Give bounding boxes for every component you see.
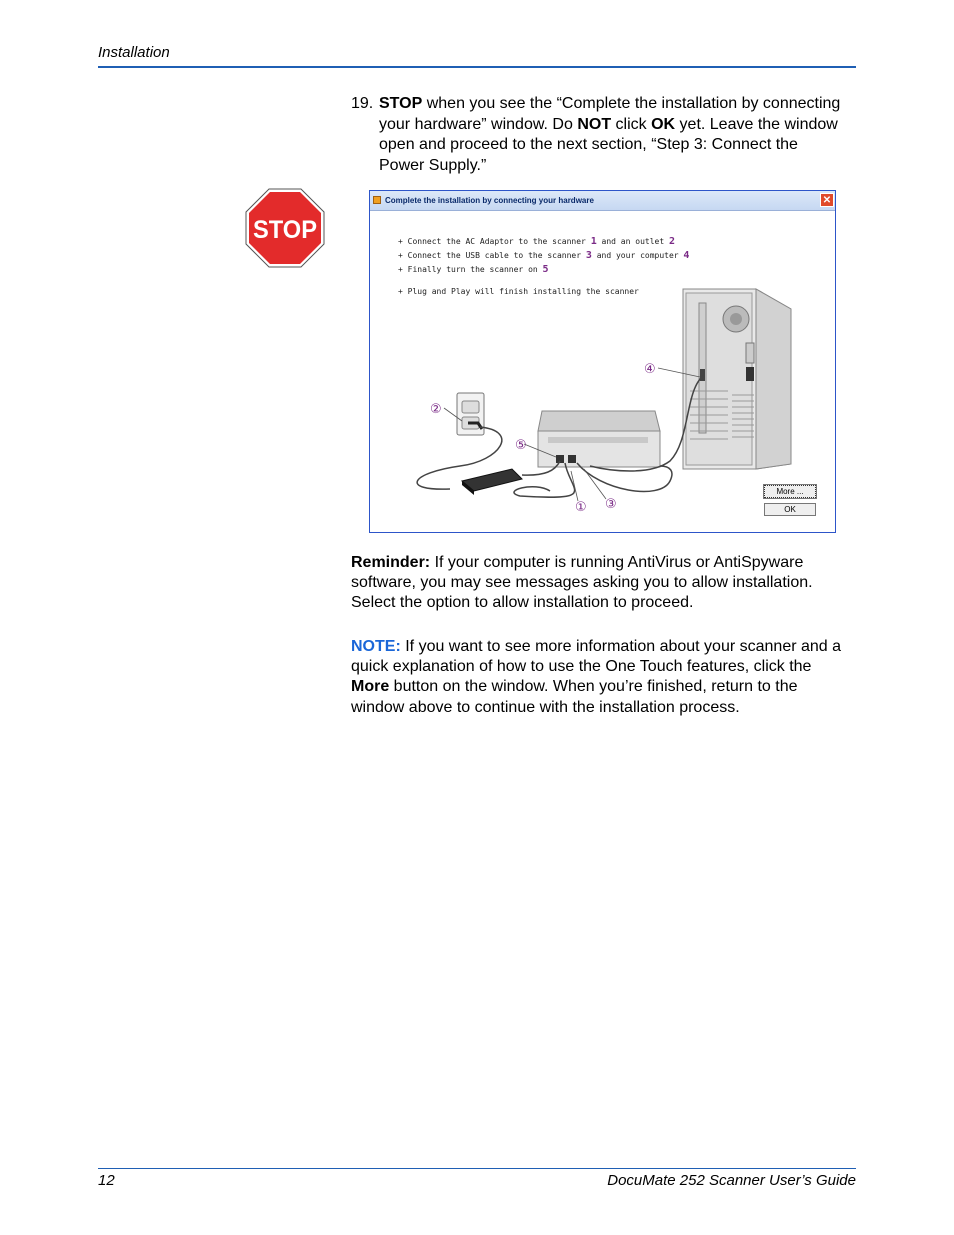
guide-title: DocuMate 252 Scanner User’s Guide <box>607 1172 856 1189</box>
step-text-1: when you see the “Complete the installation by connecting your hardware” window. Do <box>379 95 841 133</box>
bullet-3: + <box>398 265 403 274</box>
step-text <box>379 94 841 176</box>
ok-word: OK <box>651 115 676 133</box>
item-1-text: Connect the AC Adaptor to the scanner <box>407 237 591 246</box>
bullet-4: + <box>398 287 403 296</box>
list-item <box>398 285 689 299</box>
item-1-n2: 2 <box>668 236 675 247</box>
note-text-1: If you want to see more information about your scanner and a quick explanation of how to use the One Touch features, click the <box>351 638 842 676</box>
wall-outlet-icon <box>457 393 484 435</box>
stop-word: STOP <box>379 95 423 112</box>
item-3-text: Finally turn the scanner on <box>407 265 543 274</box>
item-4-text: Plug and Play will finish installing the scanner <box>407 287 639 296</box>
callout-2: ② <box>430 402 442 417</box>
reminder-text: If your computer is running AntiVirus or AntiSpyware software, you may see messages asking you to allow installation. Select the option to allow installation to proceed. <box>351 554 813 612</box>
note-paragraph <box>351 637 851 718</box>
running-header: Installation <box>98 44 170 61</box>
ok-button[interactable]: OK <box>764 503 816 516</box>
callout-5: ⑤ <box>515 438 527 453</box>
reminder-paragraph <box>351 553 851 614</box>
reminder-label: Reminder: <box>351 554 431 571</box>
list-item <box>398 235 689 249</box>
item-2-mid: and your computer <box>591 251 684 260</box>
note-text-2: button on the window. When you’re finished, return to the window above to continue with the installation process. <box>351 678 798 716</box>
header-rule <box>98 66 856 68</box>
list-item <box>398 263 689 277</box>
bullet-2: + <box>398 251 403 260</box>
install-dialog-screenshot <box>369 190 836 533</box>
power-adapter-icon <box>462 469 522 495</box>
item-2-n2: 4 <box>683 250 690 261</box>
more-button[interactable]: More ... <box>764 485 816 498</box>
item-1-mid: and an outlet <box>596 237 669 246</box>
list-item <box>398 249 689 263</box>
item-2-text: Connect the USB cable to the scanner <box>407 251 586 260</box>
footer-rule <box>98 1168 856 1169</box>
stop-sign-text: STOP <box>253 216 317 244</box>
item-2-n1: 3 <box>585 250 592 261</box>
note-more-word: More <box>351 678 390 696</box>
stop-sign-icon <box>245 188 325 268</box>
callout-3: ③ <box>605 497 617 512</box>
item-1-n1: 1 <box>590 236 597 247</box>
dialog-title: Complete the installation by connecting your hardware <box>385 196 594 205</box>
item-3-n1: 5 <box>542 264 549 275</box>
scanner-icon <box>538 411 660 467</box>
dialog-instructions <box>398 235 689 299</box>
callout-1: ① <box>575 500 587 515</box>
step-19 <box>351 94 841 176</box>
step-number: 19. <box>351 95 374 112</box>
not-word: NOT <box>577 115 612 133</box>
note-label: NOTE: <box>351 638 401 655</box>
callout-4: ④ <box>644 362 656 377</box>
bullet-1: + <box>398 237 403 246</box>
step-text-3: yet. Leave the window open and proceed to the next section, “Step 3: Connect the Power Supply.” <box>379 115 838 174</box>
page-number: 12 <box>98 1172 115 1189</box>
dialog-close-icon[interactable]: ✕ <box>820 193 834 207</box>
step-text-2: click <box>611 115 652 133</box>
